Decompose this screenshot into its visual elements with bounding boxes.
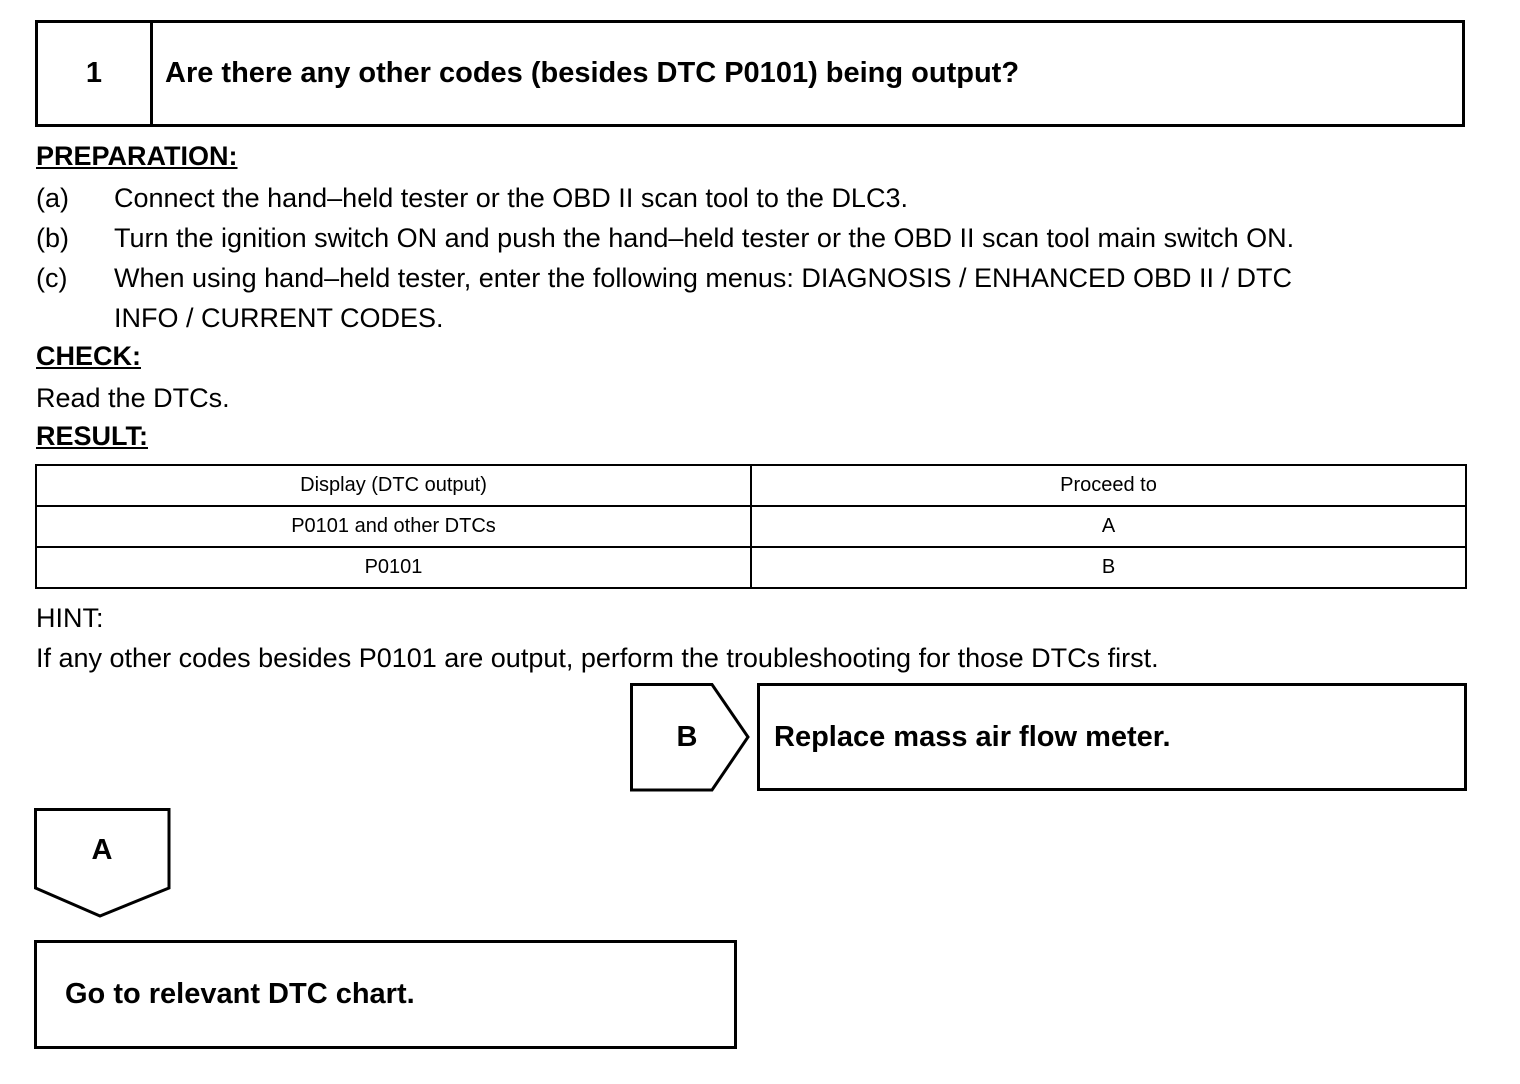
result-heading: RESULT: — [36, 421, 148, 451]
prep-label-a: (a) — [36, 183, 69, 213]
check-heading: CHECK: — [36, 341, 141, 371]
result-table — [35, 464, 1467, 589]
table-cell-proceed: A — [751, 506, 1466, 547]
step-number: 1 — [38, 23, 153, 124]
hint-heading: HINT: — [36, 603, 104, 633]
branch-a-action: Go to relevant DTC chart. — [65, 978, 415, 1010]
prep-text-c: When using hand–held tester, enter the following menus: DIAGNOSIS / ENHANCED OBD II / DTC — [114, 263, 1292, 293]
table-row — [36, 547, 1466, 588]
branch-b-action-box — [757, 683, 1467, 791]
step-question: Are there any other codes (besides DTC P0101) being output? — [165, 57, 1020, 89]
column-header-display: Display (DTC output) — [36, 465, 751, 506]
table-cell-display: P0101 — [36, 547, 751, 588]
branch-a-action-box — [34, 940, 737, 1049]
table-cell-display: P0101 and other DTCs — [36, 506, 751, 547]
column-header-proceed: Proceed to — [751, 465, 1466, 506]
branch-b-label: B — [676, 720, 698, 753]
prep-label-b: (b) — [36, 223, 69, 253]
branch-a-label: A — [91, 833, 113, 866]
table-header-row — [36, 465, 1466, 506]
table-row — [36, 506, 1466, 547]
preparation-heading: PREPARATION: — [36, 141, 238, 171]
step-header — [35, 20, 1465, 127]
check-text: Read the DTCs. — [36, 383, 230, 413]
hint-text: If any other codes besides P0101 are output, perform the troubleshooting for those DTCs first. — [36, 643, 1159, 673]
prep-text-b: Turn the ignition switch ON and push the hand–held tester or the OBD II scan tool main switch ON. — [114, 223, 1295, 253]
prep-label-c: (c) — [36, 263, 68, 293]
table-cell-proceed: B — [751, 547, 1466, 588]
prep-text-a: Connect the hand–held tester or the OBD II scan tool to the DLC3. — [114, 183, 908, 213]
prep-text-c-cont: INFO / CURRENT CODES. — [114, 303, 444, 333]
branch-b-action: Replace mass air flow meter. — [774, 720, 1171, 753]
